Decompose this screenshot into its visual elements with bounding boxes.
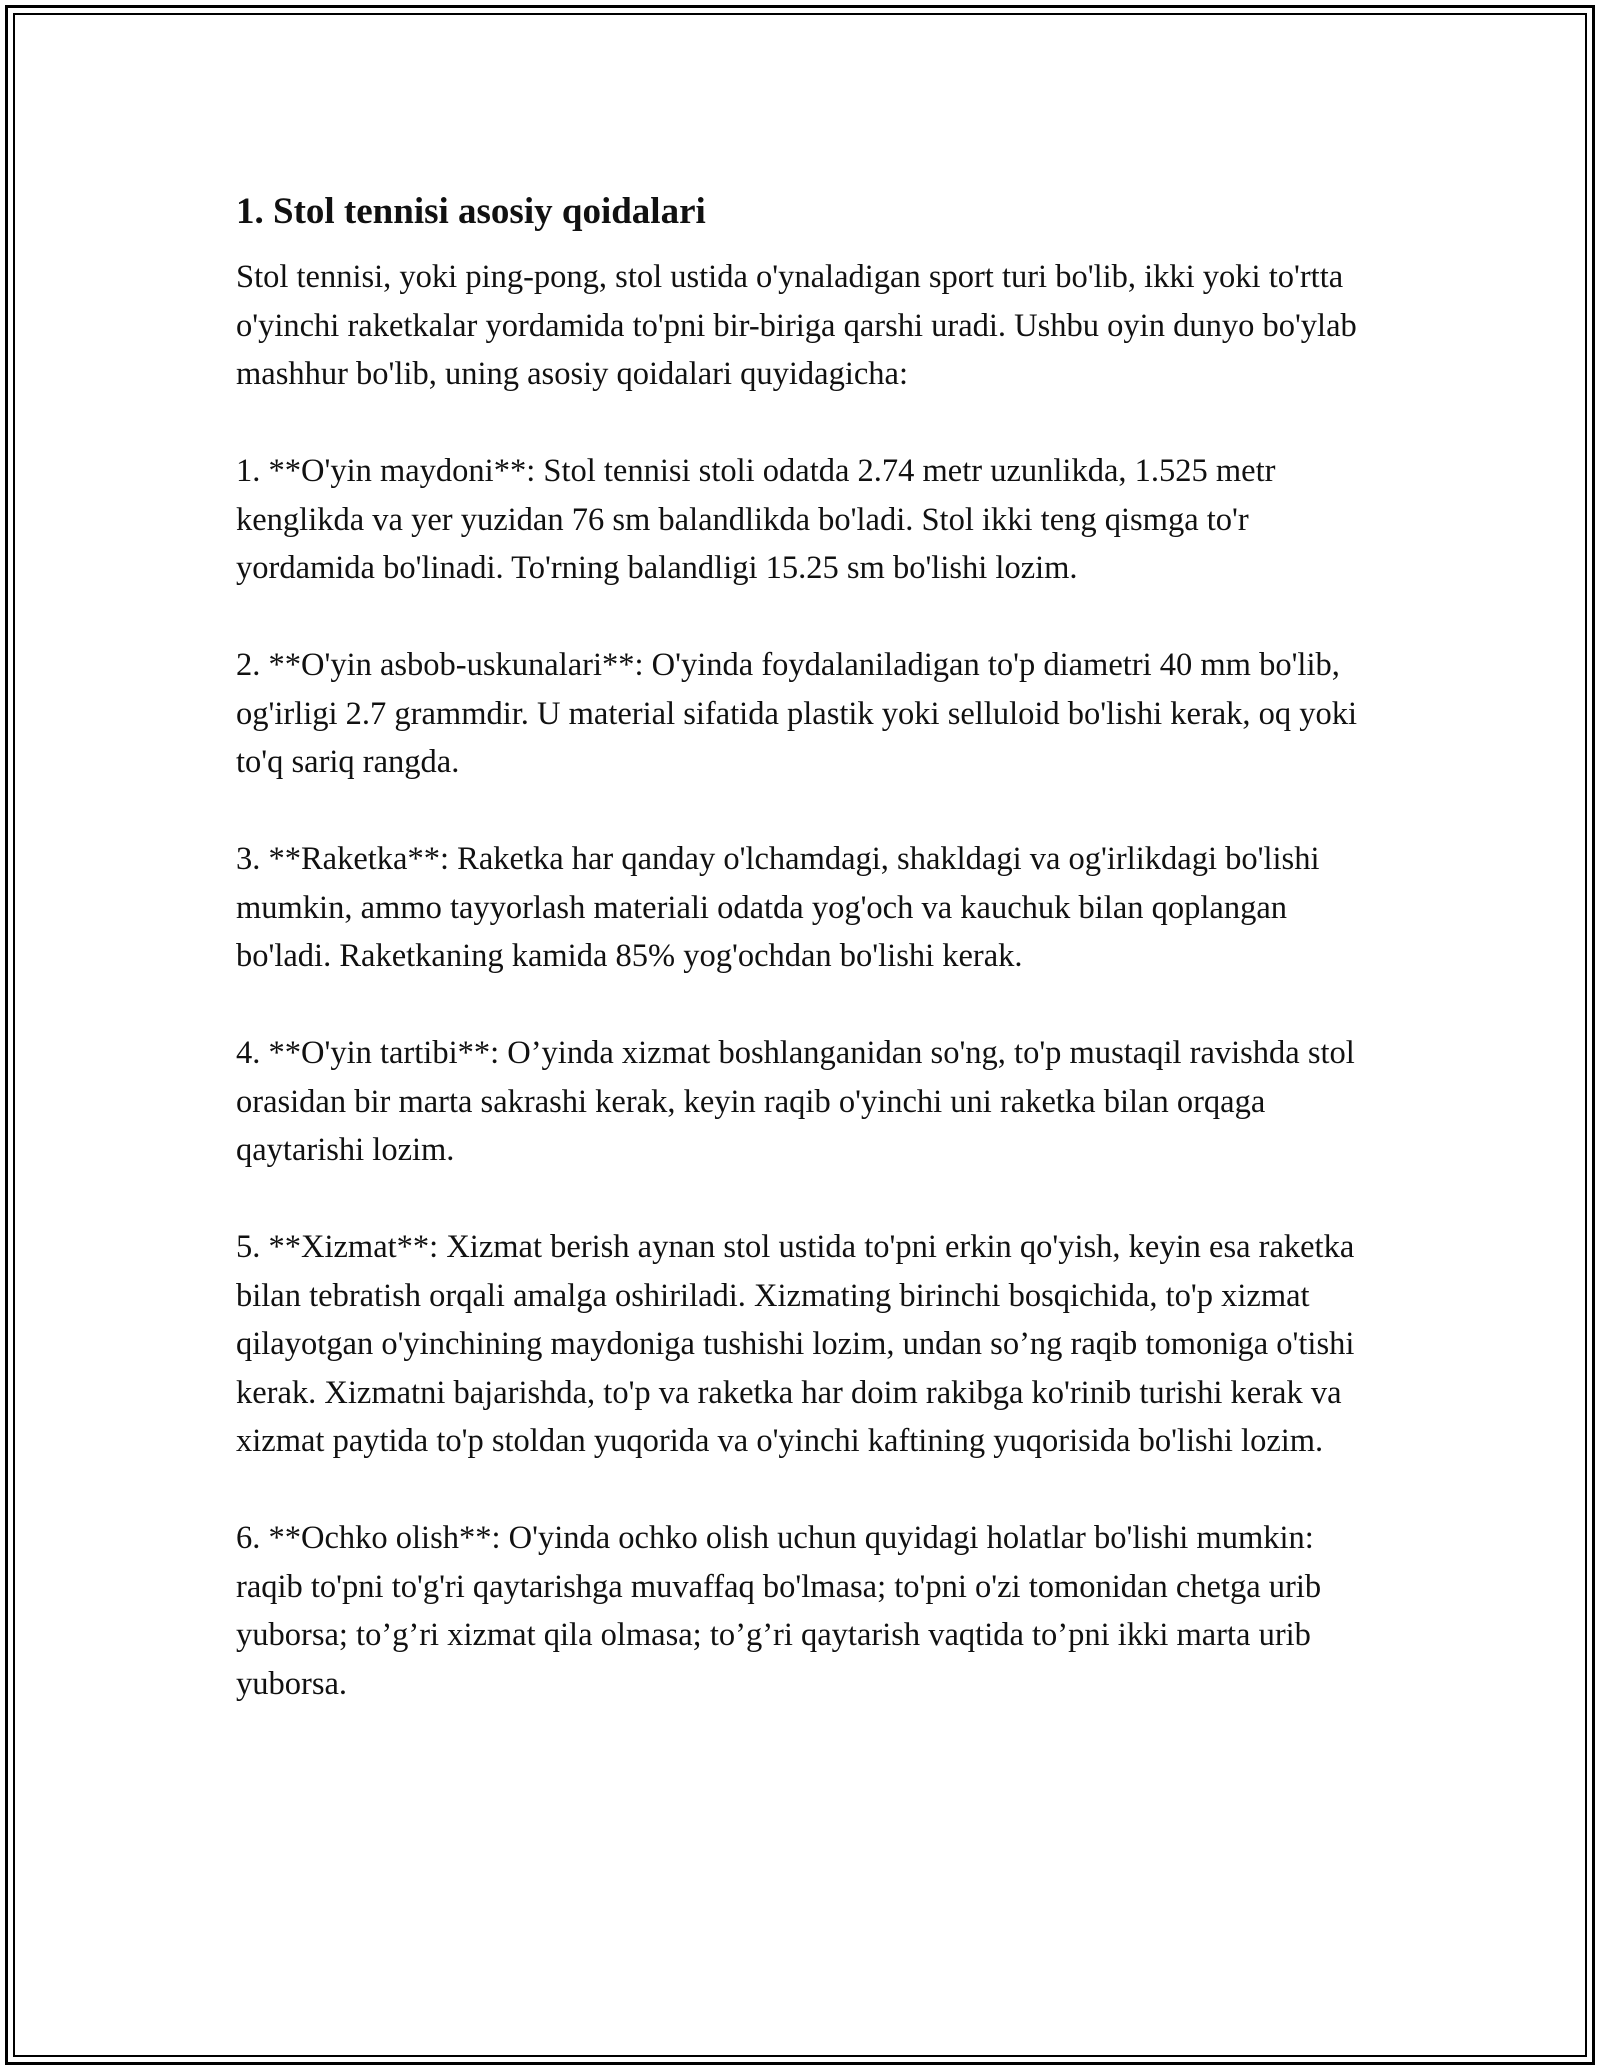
rule-paragraph-3: 3. **Raketka**: Raketka har qanday o'lchamdagi, shakldagi va og'irlikdagi bo'lishi mumkin, ammo tayyorlash materiali odatda yog'och va kauchuk bilan qoplangan bo'ladi. Raketkaning kamida 85% yog'ochdan bo'lishi kerak. [236,841,1320,974]
rule-paragraph-6: 6. **Ochko olish**: O'yinda ochko olish uchun quyidagi holatlar bo'lishi mumkin: raqib to'pni to'g'ri qaytarishga muvaffaq bo'lmasa; to'pni o'zi tomonidan chetga urib yuborsa; to’g’ri xizmat qila olmasa; to’g’ri qaytarish vaqtida to’pni ikki marta urib yuborsa. [236,1520,1322,1702]
rule-paragraph-5: 5. **Xizmat**: Xizmat berish aynan stol ustida to'pni erkin qo'yish, keyin esa raketka bilan tebratish orqali amalga oshiriladi. Xizmating birinchi bosqichida, to'p xizmat qilayotgan o'yinchining maydoniga tushishi lozim, undan so’ng raqib tomoniga o'tishi kerak. Xizmatni bajarishda, to'p va raketka har doim rakibga ko'rinib turishi kerak va xizmat paytida to'p stoldan yuqorida va o'yinchi kaftining yuqorisida bo'lishi lozim. [236,1229,1355,1459]
intro-paragraph: Stol tennisi, yoki ping-pong, stol ustida o'ynaladigan sport turi bo'lib, ikki yoki to'rtta o'yinchi raketkalar yordamida to'pni bir-biriga qarshi uradi. Ushbu oyin dunyo bo'ylab mashhur bo'lib, uning asosiy qoidalari quyidagicha: [236,259,1357,392]
rule-paragraph-1: 1. **O'yin maydoni**: Stol tennisi stoli odatda 2.74 metr uzunlikda, 1.525 metr kenglikda va yer yuzidan 76 sm balandlikda bo'ladi. Stol ikki teng qismga to'r yordamida bo'linadi. To'rning balandligi 15.25 sm bo'lishi lozim. [236,453,1276,586]
rule-paragraph-4: 4. **O'yin tartibi**: O’yinda xizmat boshlanganidan so'ng, to'p mustaqil ravishda stol orasidan bir marta sakrashi kerak, keyin raqib o'yinchi uni raketka bilan orqaga qaytarishi lozim. [236,1035,1355,1168]
document-title: 1. Stol tennisi asosiy qoidalari [236,191,706,232]
rule-paragraph-2: 2. **O'yin asbob-uskunalari**: O'yinda foydalaniladigan to'p diametri 40 mm bo'lib, og'irligi 2.7 grammdir. U material sifatida plastik yoki selluloid bo'lishi kerak, oq yoki to'q sariq rangda. [236,647,1358,780]
document-body [236,188,1386,1757]
